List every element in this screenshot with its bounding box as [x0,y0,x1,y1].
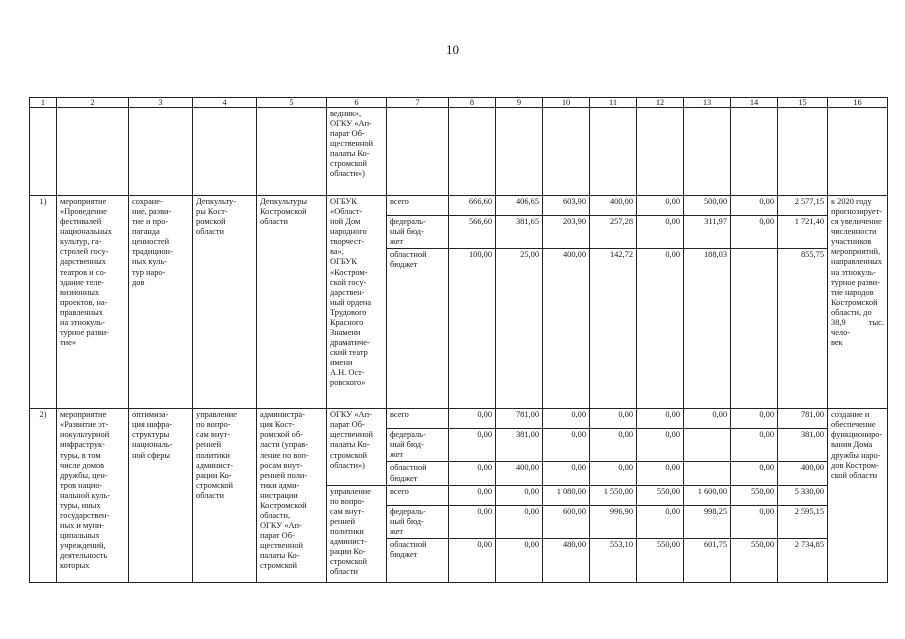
funding-value-cell: 996,90 [590,505,637,538]
funding-value-cell: 855,75 [778,249,828,409]
funding-value-cell: 400,00 [543,249,590,409]
funding-value-cell: 0,00 [731,429,778,462]
column-number-2: 2 [57,98,129,108]
column-number-6: 6 [327,98,387,108]
funding-value-cell: 2 595,15 [778,505,828,538]
funding-source-cell: всего [387,485,449,505]
measure-1-funding-row [30,196,888,216]
funding-value-cell: 550,00 [637,485,684,505]
funding-value-cell: 600,00 [543,505,590,538]
funding-value-cell: 400,00 [590,196,637,216]
funding-value-cell: 0,00 [731,505,778,538]
funding-value-cell: 0,00 [731,409,778,429]
funding-value-cell [731,249,778,409]
expected-result-cell: к 2020 году прогнозирует- ся увеличение численности участников мероприятий, направленных на этнокуль- турное разви- тие народов Костромской области, до 38,9 тыс. чело- век [828,196,888,409]
funding-source-cell: областной бюджет [387,538,449,582]
funding-value-cell: 0,00 [449,505,496,538]
funding-value-cell: 2 577,15 [778,196,828,216]
funding-value-cell: 553,10 [590,538,637,582]
funding-value-cell: 0,00 [637,249,684,409]
coexecutor-cell: администра- ция Кост- ромской об- ласти (управ- ление по воп- росам внут- ренней поли- тики адми- нистрации Костромской области, ОГКУ «Ап- парат Об- щественной палаты Ко- стромской [257,409,327,583]
funding-value-cell: 666,60 [449,196,496,216]
funding-value-cell: 0,00 [637,462,684,485]
funding-value-cell: 400,00 [778,462,828,485]
funding-value-cell: 0,00 [590,429,637,462]
column-number-16: 16 [828,98,888,108]
funding-value-cell: 1 721,40 [778,216,828,249]
funding-value-cell: 2 734,85 [778,538,828,582]
funding-value-cell: 257,28 [590,216,637,249]
funding-value-cell: 381,00 [778,429,828,462]
funding-value-cell: 381,65 [496,216,543,249]
funding-value-cell: 0,00 [449,409,496,429]
funding-value-cell: 406,65 [496,196,543,216]
measure-cell: мероприятие «Проведение фестивалей национальных культур, га- стролей госу- дарственных театров и со- здание теле- визионных проектов, на- правленных на этнокуль- турное разви- тие» [57,196,129,409]
funding-value-cell: 0,00 [543,409,590,429]
funding-source-cell: всего [387,196,449,216]
column-number-7: 7 [387,98,449,108]
funding-value-cell: 0,00 [543,429,590,462]
column-number-14: 14 [731,98,778,108]
responsible-cell: управление по вопро- сам внут- ренней политики админист- рации Ко- стромской области [193,409,257,583]
goal-cell: оптимиза- ция инфра- структуры националь- ной сферы [129,409,193,583]
funding-value-cell: 0,00 [449,429,496,462]
funding-value-cell: 0,00 [684,409,731,429]
funding-value-cell: 1 600,00 [684,485,731,505]
funding-source-cell: федераль- ный бюд- жет [387,216,449,249]
funding-value-cell: 5 330,00 [778,485,828,505]
executor-cell: ОГКУ «Ап- парат Об- щественной палаты Ко- стромской области») [327,409,387,485]
funding-value-cell: 25,00 [496,249,543,409]
funding-value-cell: 0,00 [449,538,496,582]
column-number-12: 12 [637,98,684,108]
measure-cell: мероприятие «Развитие эт- нокультурной инфраструк- туры, в том числе домов дружбы, цен- тров нацио- нальной куль- туры, иных государствен- ных и муни- ципальных учреждений, деятельность которых [57,409,129,583]
funding-value-cell: 381,00 [496,429,543,462]
funding-value-cell: 142,72 [590,249,637,409]
funding-value-cell: 0,00 [637,216,684,249]
executor-cell: ОГБУК «Област- ной Дом народного творчест- ва», ОГБУК «Костром- ской госу- дарствен- ный ордена Трудового Красного Знамени драматиче- ский театр имени А.Н. Ост- ровского» [327,196,387,409]
funding-value-cell: 0,00 [543,462,590,485]
funding-value-cell: 500,00 [684,196,731,216]
funding-value-cell: 0,00 [637,429,684,462]
funding-value-cell: 400,00 [496,462,543,485]
funding-value-cell: 0,00 [590,409,637,429]
funding-value-cell: 550,00 [731,538,778,582]
column-number-1: 1 [30,98,57,108]
row-number-cell: 1) [30,196,57,409]
funding-value-cell: 998,25 [684,505,731,538]
column-number-row [30,98,888,108]
program-measures-table [29,97,888,583]
funding-source-cell: областной бюджет [387,462,449,485]
column-number-3: 3 [129,98,193,108]
column-number-13: 13 [684,98,731,108]
funding-value-cell: 566,60 [449,216,496,249]
expected-result-cell: создание и обеспечение функциониро- вания Дома дружбы наро- дов Костром- ской области [828,409,888,583]
responsible-cell: Депкульту- ры Кост- ромской области [193,196,257,409]
column-number-10: 10 [543,98,590,108]
page-number: 10 [446,42,459,57]
funding-value-cell: 480,00 [543,538,590,582]
funding-source-cell: областной бюджет [387,249,449,409]
funding-value-cell: 0,00 [637,505,684,538]
funding-value-cell: 1 550,00 [590,485,637,505]
goal-cell: сохране- ние, разви- тие и про- паганда ценностей традицион- ных куль- тур наро- дов [129,196,193,409]
funding-value-cell: 0,00 [449,462,496,485]
measure-2-funding-row [30,409,888,429]
row-number-cell: 2) [30,409,57,583]
column-number-15: 15 [778,98,828,108]
funding-value-cell: 550,00 [731,485,778,505]
funding-value-cell: 0,00 [496,538,543,582]
funding-value-cell: 311,97 [684,216,731,249]
column-number-8: 8 [449,98,496,108]
funding-value-cell: 601,75 [684,538,731,582]
funding-value-cell: 781,00 [778,409,828,429]
funding-value-cell: 603,90 [543,196,590,216]
coexecutor-cell: Депкультуры Костромской области [257,196,327,409]
column-number-5: 5 [257,98,327,108]
continuation-row [30,108,888,196]
funding-value-cell: 0,00 [637,196,684,216]
funding-value-cell: 0,00 [496,485,543,505]
funding-source-cell: федераль- ный бюд- жет [387,429,449,462]
funding-value-cell: 0,00 [590,462,637,485]
column-number-11: 11 [590,98,637,108]
funding-source-cell: федераль- ный бюд- жет [387,505,449,538]
funding-source-cell: всего [387,409,449,429]
funding-value-cell: 0,00 [731,196,778,216]
funding-value-cell: 0,00 [637,409,684,429]
funding-value-cell: 781,00 [496,409,543,429]
executor-cell: управление по вопро- сам внут- ренней политики админист- рации Ко- стромской области [327,485,387,582]
funding-value-cell: 550,00 [637,538,684,582]
funding-value-cell: 0,00 [449,485,496,505]
funding-value-cell: 1 080,00 [543,485,590,505]
executor-cell: ведник», ОГКУ «Ап- парат Об- щественной палаты Ко- стромской области») [327,108,387,196]
funding-value-cell: 0,00 [731,462,778,485]
column-number-4: 4 [193,98,257,108]
funding-value-cell: 203,90 [543,216,590,249]
funding-value-cell [684,462,731,485]
funding-value-cell: 0,00 [731,216,778,249]
funding-value-cell: 0,00 [496,505,543,538]
funding-value-cell: 188,03 [684,249,731,409]
column-number-9: 9 [496,98,543,108]
funding-value-cell [684,429,731,462]
funding-value-cell: 100,00 [449,249,496,409]
